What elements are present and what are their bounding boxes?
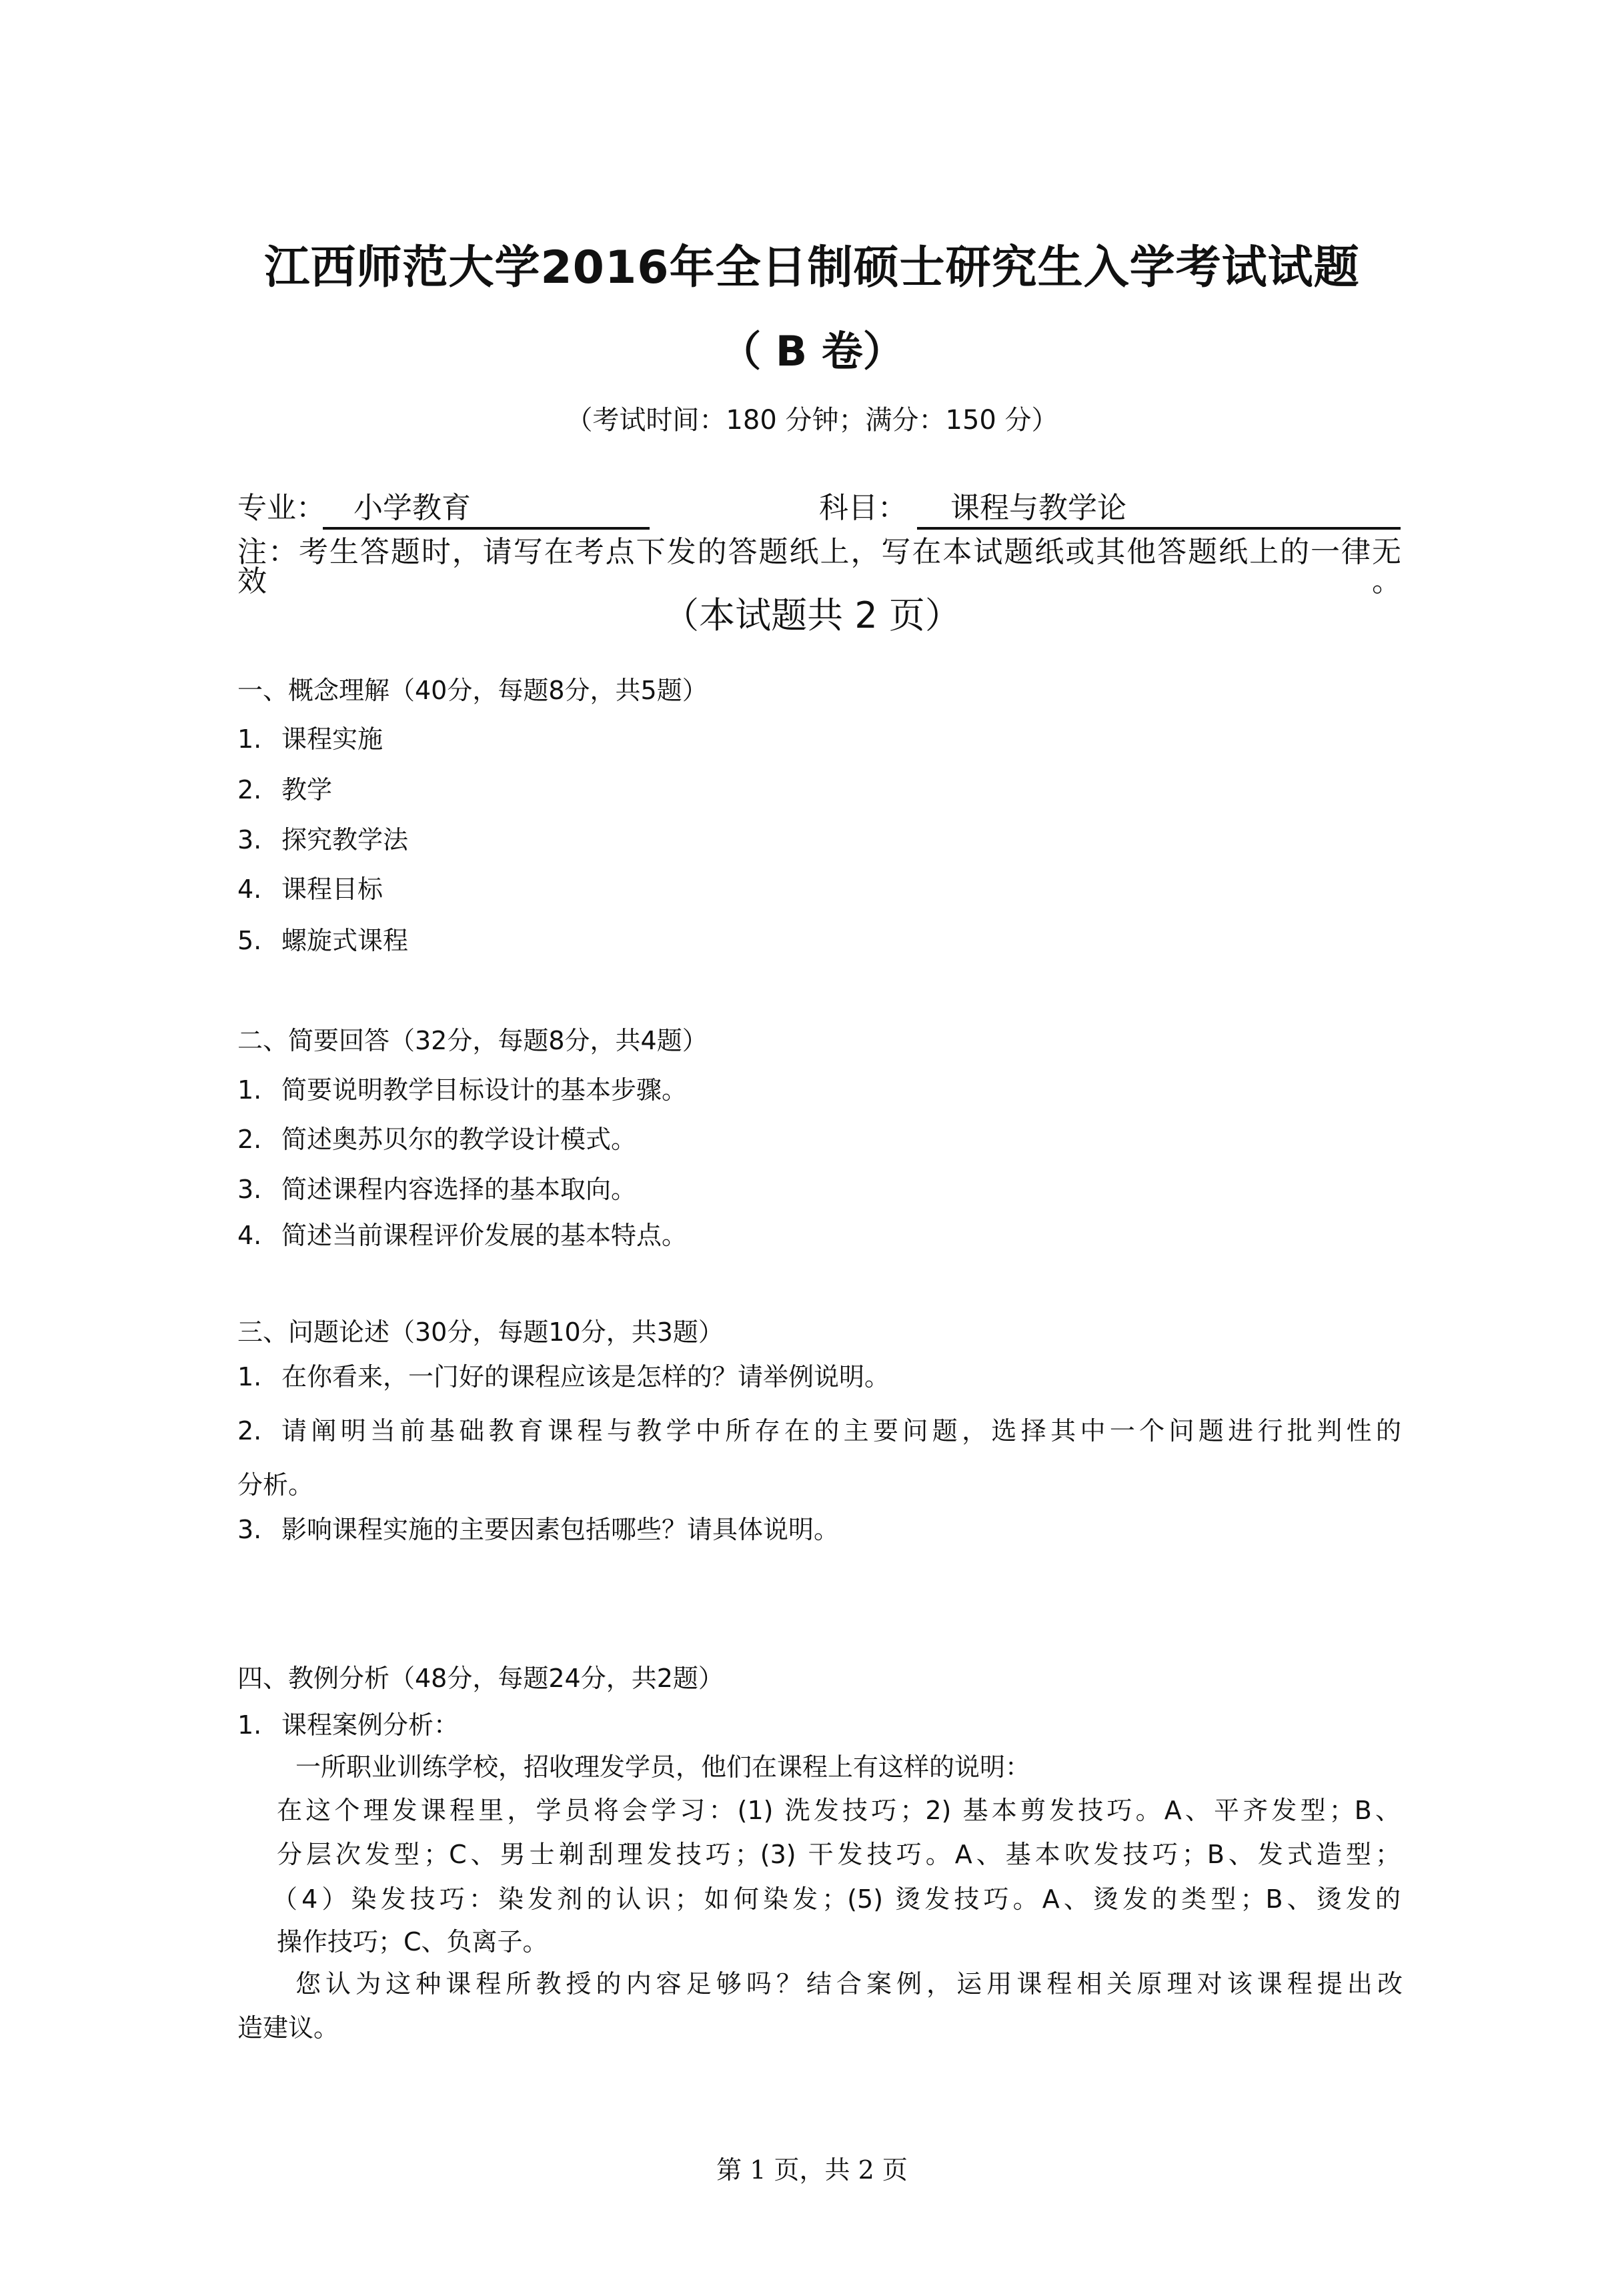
- list-item: 1. 课程实施: [237, 724, 383, 754]
- case-line: 一所职业训练学校，招收理发学员，他们在课程上有这样的说明：: [295, 1752, 1031, 1782]
- subject-label: 科目：: [819, 491, 907, 525]
- list-item: 2. 简述奥苏贝尔的教学设计模式。: [237, 1125, 637, 1154]
- list-item: 2. 教学: [237, 775, 333, 804]
- list-item: 3. 探究教学法: [237, 825, 409, 854]
- case-line: 操作技巧；C、负离子。: [277, 1927, 548, 1956]
- list-item: 1. 在你看来，一门好的课程应该是怎样的？请举例说明。: [237, 1362, 890, 1391]
- exam-title: 江西师范大学2016年全日制硕士研究生入学考试试题: [264, 241, 1360, 294]
- section-heading: 三、问题论述（30分，每题10分，共3题）: [237, 1317, 724, 1347]
- case-line: （4）染发技巧：染发剂的认识；如何染发；(5) 烫发技巧。A、烫发的类型；B、烫发的: [272, 1884, 1401, 1914]
- case-line: 您认为这种课程所教授的内容足够吗？结合案例，运用课程相关原理对该课程提出改: [295, 1969, 1403, 1998]
- case-line: 在这个理发课程里，学员将会学习：(1) 洗发技巧；2) 基本剪发技巧。A、平齐发型；B、: [277, 1796, 1401, 1825]
- paper-version: （ B 卷）: [720, 327, 904, 376]
- list-item: 3. 简述课程内容选择的基本取向。: [237, 1175, 637, 1204]
- list-item: 3. 影响课程实施的主要因素包括哪些？请具体说明。: [237, 1515, 840, 1544]
- subject-underline: [917, 527, 1401, 530]
- page-footer: 第 1 页，共 2 页: [716, 2155, 908, 2185]
- section-heading: 四、教例分析（48分，每题24分，共2题）: [237, 1664, 724, 1693]
- list-item: 2. 请阐明当前基础教育课程与教学中所存在的主要问题，选择其中一个问题进行批判性的: [237, 1416, 1401, 1446]
- major-underline: [323, 527, 650, 530]
- list-item: 1. 简要说明教学目标设计的基本步骤。: [237, 1075, 688, 1105]
- section-heading: 一、概念理解（40分，每题8分，共5题）: [237, 676, 708, 705]
- pages-note: （本试题共 2 页）: [663, 594, 961, 636]
- case-line: 造建议。: [237, 2013, 339, 2043]
- list-item: 4. 简述当前课程评价发展的基本特点。: [237, 1221, 688, 1250]
- list-item: 4. 课程目标: [237, 875, 383, 904]
- major-label: 专业：: [237, 491, 325, 525]
- list-item: 1. 课程案例分析：: [237, 1710, 460, 1740]
- case-line: 分层次发型；C、男士剃刮理发技巧；(3) 干发技巧。A、基本吹发技巧；B、发式造型；: [277, 1840, 1401, 1869]
- list-item-continuation: 分析。: [237, 1470, 314, 1500]
- list-item: 5. 螺旋式课程: [237, 926, 409, 955]
- section-heading: 二、简要回答（32分，每题8分，共4题）: [237, 1026, 708, 1055]
- major-value: 小学教育: [353, 491, 471, 525]
- subject-value: 课程与教学论: [950, 491, 1126, 525]
- exam-time-info: （考试时间：180 分钟；满分：150 分）: [566, 405, 1058, 436]
- exam-note: 注：考生答题时，请写在考点下发的答题纸上，写在本试题纸或其他答题纸上的一律无效。: [237, 535, 1401, 598]
